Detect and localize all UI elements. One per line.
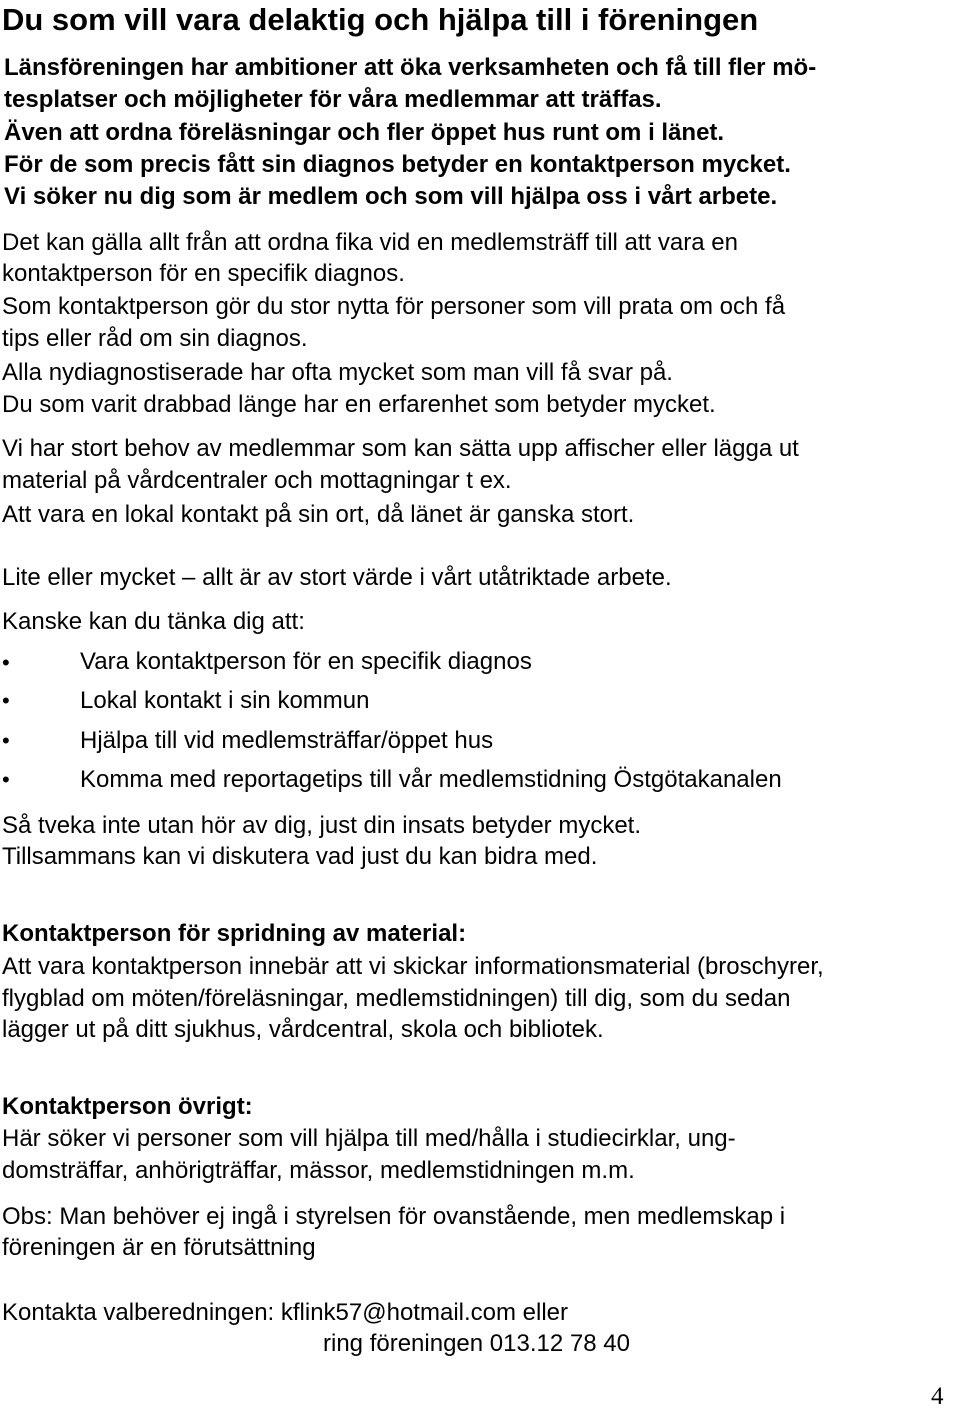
- list-item: Hjälpa till vid medlemsträffar/öppet hus: [80, 727, 494, 754]
- note-line: Obs: Man behöver ej ingå i styrelsen för ovanstående, men medlemskap i: [2, 1203, 786, 1230]
- material-heading: Kontaktperson för spridning av material:: [2, 920, 467, 947]
- material-line: lägger ut på ditt sjukhus, vårdcentral, skola och bibliotek.: [2, 1016, 604, 1043]
- material-line: Att vara kontaktperson innebär att vi skickar informationsmaterial (broschyrer,: [2, 953, 824, 980]
- intro-line: Vi söker nu dig som är medlem och som vill hjälpa oss i vårt arbete.: [4, 183, 778, 210]
- material-line: flygblad om möten/föreläsningar, medlemstidningen) till dig, som du sedan: [2, 985, 791, 1012]
- note-line: föreningen är en förutsättning: [2, 1234, 316, 1261]
- body-line: material på vårdcentraler och mottagningar t ex.: [2, 467, 512, 494]
- contact-line: Kontakta valberedningen: kflink57@hotmail.com eller: [2, 1299, 569, 1326]
- list-item: Komma med reportagetips till vår medlemstidning Östgötakanalen: [80, 766, 782, 793]
- bullet-icon: •: [2, 650, 10, 675]
- list-item: Vara kontaktperson för en specifik diagnos: [80, 648, 532, 675]
- intro-line: tesplatser och möjligheter för våra medlemmar att träffas.: [4, 86, 662, 113]
- page-title: Du som vill vara delaktig och hjälpa till i föreningen: [2, 2, 759, 37]
- body-line: Lite eller mycket – allt är av stort värde i vårt utåtriktade arbete.: [2, 564, 672, 591]
- intro-line: För de som precis fått sin diagnos betyder en kontaktperson mycket.: [4, 151, 791, 178]
- body-line: Att vara en lokal kontakt på sin ort, då länet är ganska stort.: [2, 501, 635, 528]
- bullet-icon: •: [2, 728, 10, 753]
- intro-line: Länsföreningen har ambitioner att öka verksamheten och få till fler mö-: [4, 54, 817, 81]
- body-line: kontaktperson för en specifik diagnos.: [2, 260, 405, 287]
- body-line: Alla nydiagnostiserade har ofta mycket som man vill få svar på.: [2, 359, 673, 386]
- body-line: Kanske kan du tänka dig att:: [2, 608, 305, 635]
- closing-line: Tillsammans kan vi diskutera vad just du kan bidra med.: [2, 843, 598, 870]
- list-item: Lokal kontakt i sin kommun: [80, 687, 370, 714]
- body-line: Du som varit drabbad länge har en erfarenhet som betyder mycket.: [2, 391, 716, 418]
- other-line: Här söker vi personer som vill hjälpa till med/hålla i studiecirklar, ung-: [2, 1125, 736, 1152]
- body-line: tips eller råd om sin diagnos.: [2, 325, 308, 352]
- other-line: domsträffar, anhörigträffar, mässor, medlemstidningen m.m.: [2, 1157, 635, 1184]
- bullet-icon: •: [2, 688, 10, 713]
- closing-line: Så tveka inte utan hör av dig, just din insats betyder mycket.: [2, 812, 641, 839]
- bullet-icon: •: [2, 767, 10, 792]
- contact-phone-line: ring föreningen 013.12 78 40: [323, 1330, 630, 1357]
- body-line: Vi har stort behov av medlemmar som kan sätta upp affischer eller lägga ut: [2, 435, 799, 462]
- intro-line: Även att ordna föreläsningar och fler öppet hus runt om i länet.: [4, 119, 725, 146]
- other-heading: Kontaktperson övrigt:: [2, 1093, 253, 1120]
- body-line: Det kan gälla allt från att ordna fika vid en medlemsträff till att vara en: [2, 229, 738, 256]
- page-number: 4: [931, 1383, 944, 1410]
- body-line: Som kontaktperson gör du stor nytta för personer som vill prata om och få: [2, 293, 786, 320]
